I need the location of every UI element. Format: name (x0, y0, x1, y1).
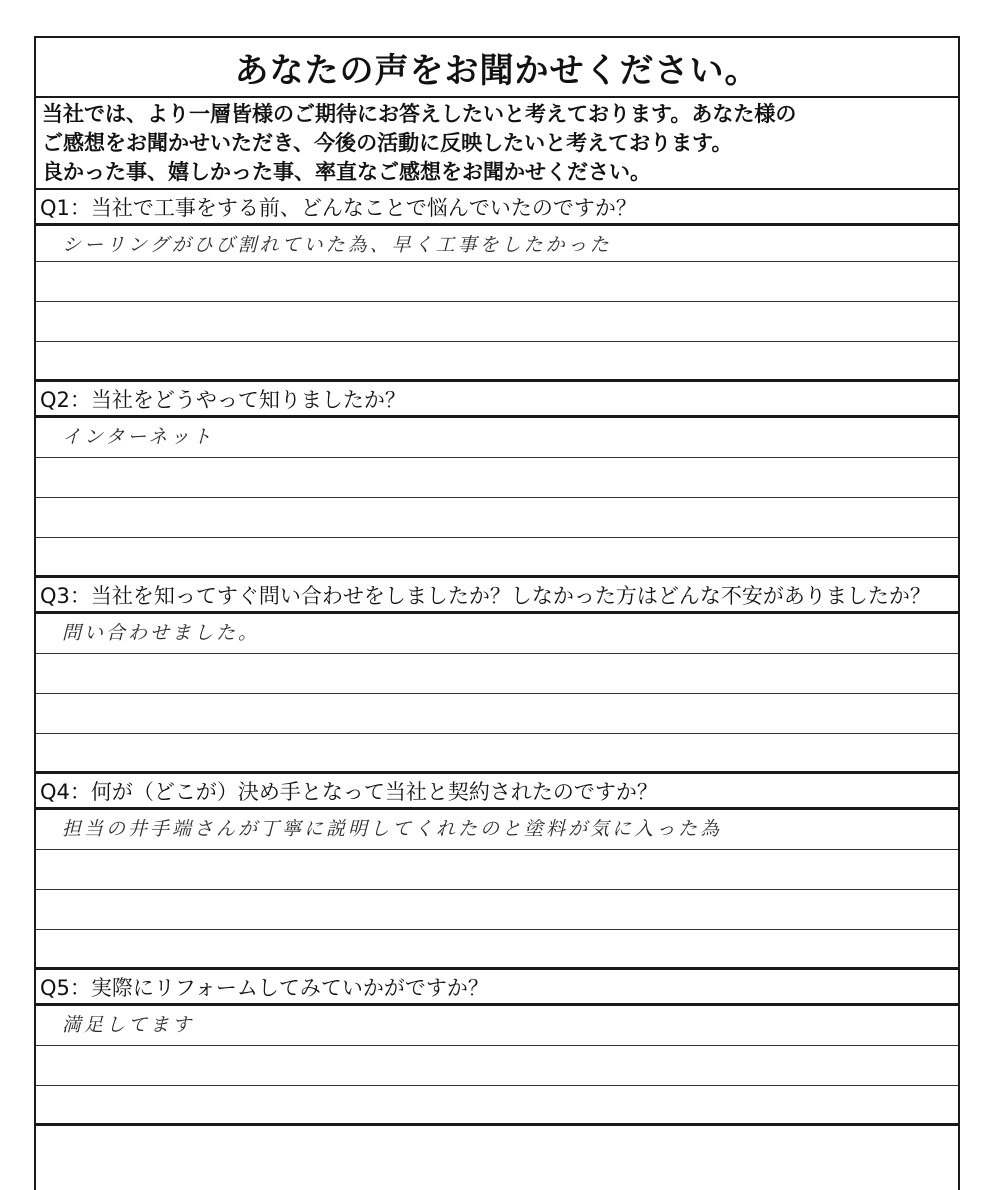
question-2-answer-area (36, 418, 958, 578)
question-5-answer: 満足してます (62, 1014, 195, 1036)
question-1-label: Q1：当社で工事をする前、どんなことで悩んでいたのですか？ (36, 190, 958, 226)
answer-line (36, 342, 958, 382)
intro-line: 当社では、より一層皆様のご期待にお答えしたいと考えております。あなた様の (42, 102, 797, 126)
question-4-label: Q4：何が（どこが）決め手となって当社と契約されたのですか？ (36, 774, 958, 810)
answer-line (36, 1046, 958, 1086)
question-5-label: Q5：実際にリフォームしてみていかがですか？ (36, 970, 958, 1006)
form-title: あなたの声をお聞かせください。 (36, 38, 958, 98)
question-2-label: Q2：当社をどうやって知りましたか？ (36, 382, 958, 418)
intro-line: 良かった事、嬉しかった事、率直なご感想をお聞かせください。 (42, 160, 651, 184)
question-1-answer: シーリングがひび割れていた為、早く工事をしたかった (62, 234, 612, 256)
question-3-label: Q3：当社を知ってすぐ問い合わせをしましたか？しなかった方はどんな不安がありましたか？ (36, 578, 958, 614)
answer-line (36, 498, 958, 538)
question-2-answer: インターネット (62, 426, 215, 448)
question-5-answer-area (36, 1006, 958, 1126)
answer-line (36, 890, 958, 930)
feedback-form (34, 36, 960, 1190)
intro-line: ご感想をお聞かせいただき、今後の活動に反映したいと考えております。 (42, 131, 733, 155)
answer-line (36, 930, 958, 970)
question-1-answer-area (36, 226, 958, 382)
question-4-answer-area (36, 810, 958, 970)
question-4-answer: 担当の井手端さんが丁寧に説明してくれたのと塗料が気に入った為 (62, 818, 723, 840)
answer-line (36, 262, 958, 302)
question-3-answer: 問い合わせました。 (62, 622, 261, 644)
answer-line (36, 302, 958, 342)
answer-line (36, 538, 958, 578)
answer-line (36, 654, 958, 694)
form-intro (36, 98, 958, 190)
answer-line (36, 694, 958, 734)
answer-line (36, 458, 958, 498)
question-3-answer-area (36, 614, 958, 774)
answer-line (36, 850, 958, 890)
answer-line (36, 734, 958, 774)
answer-line (36, 1086, 958, 1126)
